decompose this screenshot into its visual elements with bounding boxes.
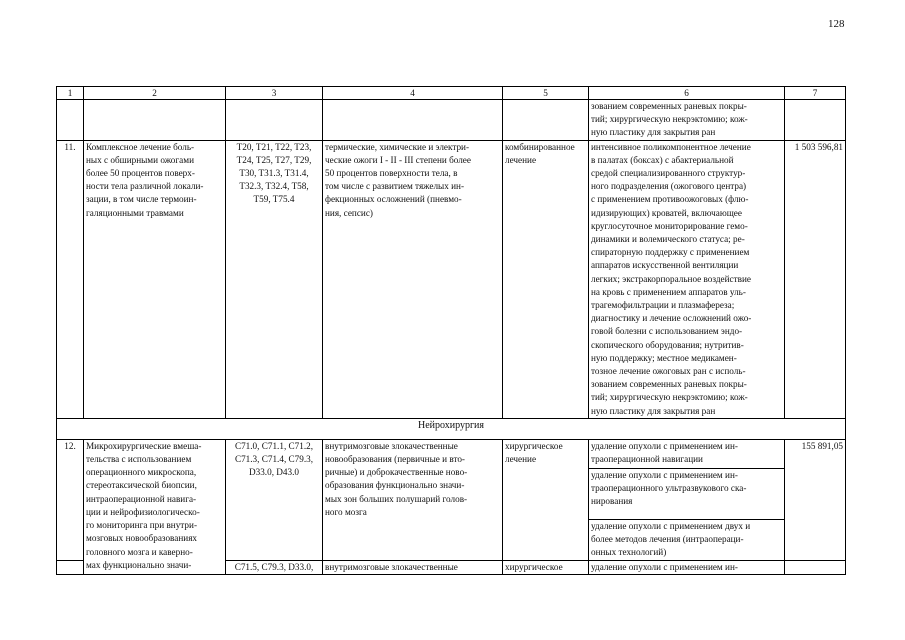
- cost-value: 1 503 596,81: [785, 140, 846, 418]
- continuation-method-cell: зованием современных раневых покры- тий; хирургическую некрэктомию; кож- ную пластику для закрытия ран: [589, 100, 785, 141]
- col-number-header: 4: [323, 87, 503, 100]
- col-number-header: 7: [785, 87, 846, 100]
- column-number-row: [57, 87, 846, 100]
- page-number: 128: [828, 18, 845, 30]
- col-number-header: 5: [503, 87, 589, 100]
- table-row: [57, 439, 846, 468]
- icd-codes: T20, T21, T22, T23, T24, T25, T27, T29, T30, T31.3, T31.4, T32.3, T32.4, T58, T59, T75.4: [226, 140, 323, 418]
- treatment-method: удаление опухоли с применением ин- траоперационной навигации: [589, 439, 785, 468]
- medical-care-table: [56, 86, 846, 575]
- col-number-header: 2: [84, 87, 226, 100]
- icd-codes: C71.5, C79.3, D33.0,: [226, 560, 323, 574]
- table-row: [57, 140, 846, 418]
- treatment-type: хирургическое: [503, 560, 589, 574]
- treatment-type: комбинированное лечение: [503, 140, 589, 418]
- treatment-type: хирургическое лечение: [503, 439, 589, 560]
- section-header-row: [57, 418, 846, 439]
- col-number-header: 3: [226, 87, 323, 100]
- row-number: 12.: [57, 439, 84, 560]
- care-type-name: Комплексное лечение боль- ных с обширными ожогами более 50 процентов поверх- ности тела различной локали- зации, в том числе термоин- галяционными травмами: [84, 140, 226, 418]
- icd-codes: C71.0, C71.1, C71.2, C71.3, C71.4, C79.3, D33.0, D43.0: [226, 439, 323, 560]
- treatment-method: удаление опухоли с применением ин- траоперационного ультразвукового ска- нирования: [589, 468, 785, 519]
- treatment-method: удаление опухоли с применением ин-: [589, 560, 785, 574]
- cost-value: 155 891,05: [785, 439, 846, 560]
- treatment-method: интенсивное поликомпонентное лечение в палатах (боксах) с абактериальной средой специализированного структур- ного подразделения (ожогового центра) с применением противоожоговых (флю- идизирующих) кроватей, включающее круглосуточное мониторирование гемо- динамики и волемического статуса; ре- спираторную поддержку с применением аппаратов искусственной вентиляции легких; экстракорпоральное воздействие на кровь с применением аппаратов уль- трагемофильтрации и плазмафереза; диагностику и лечение осложнений ожо- говой болезни с использованием эндо- скопического оборудования; нутритив- ную поддержку; местное медикамен- тозное лечение ожоговых ран с исполь- зованием современных раневых покры- тий; хирургическую некрэктомию; кож- ную пластику для закрытия ран: [589, 140, 785, 418]
- patient-model: внутримозговые злокачественные: [323, 560, 503, 574]
- continuation-row: [57, 100, 846, 141]
- treatment-method: удаление опухоли с применением двух и более методов лечения (интраопераци- онных технологий): [589, 519, 785, 560]
- col-number-header: 1: [57, 87, 84, 100]
- patient-model: термические, химические и электри- ческие ожоги I - II - III степени более 50 процентов поверхности тела, в том числе с развитием тяжелых ин- фекционных осложнений (пневмо- ния, сепсис): [323, 140, 503, 418]
- section-title: Нейрохирургия: [57, 418, 846, 439]
- col-number-header: 6: [589, 87, 785, 100]
- row-number: 11.: [57, 140, 84, 418]
- care-type-name: Микрохирургические вмеша- тельства с использованием операционного микроскопа, стереотаксической биопсии, интраоперационной навига- ции и нейрофизиологическо- го мониторинга при внутри- мозговых новообразованиях головного мозга и каверно- мах функционально значи-: [84, 439, 226, 574]
- patient-model: внутримозговые злокачественные новообразования (первичные и вто- ричные) и доброкачественные ново- образования функционально значи- мых зон больших полушарий голов- ного мозга: [323, 439, 503, 560]
